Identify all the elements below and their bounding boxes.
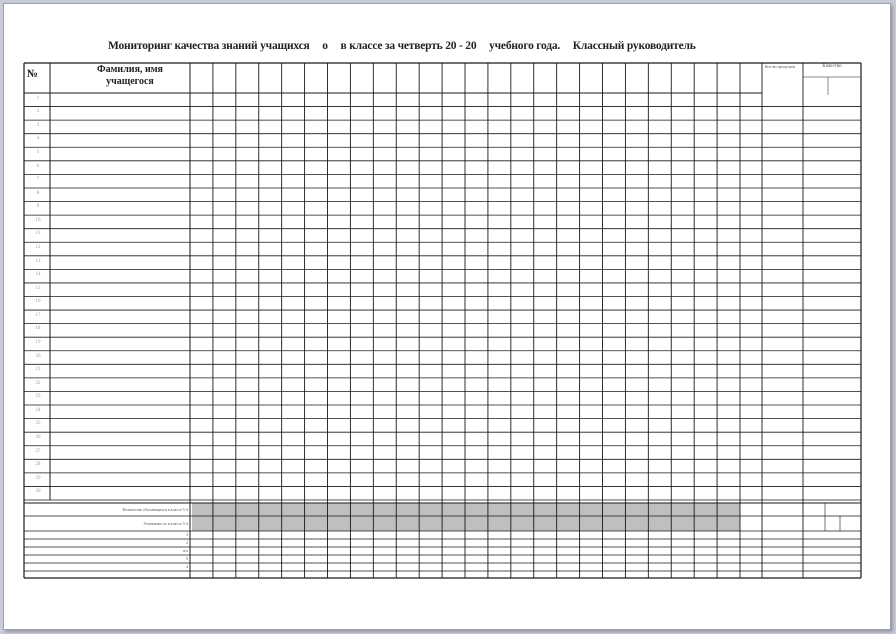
row-number: 25 (35, 421, 41, 427)
title-part-4: учебного года. (489, 40, 561, 52)
row-number: 18 (35, 326, 41, 332)
row-number: 14 (35, 272, 41, 278)
row-number: 7 (36, 177, 40, 183)
row-number: 22 (35, 380, 41, 386)
row-number: 2 (36, 109, 40, 115)
title-part-2: о (322, 40, 328, 52)
row-number: 26 (35, 434, 41, 440)
column-header-number: № (27, 68, 39, 80)
row-number: 24 (35, 407, 41, 413)
row-number: 13 (35, 258, 41, 264)
row-number: 28 (35, 462, 41, 468)
row-number: 21 (35, 367, 41, 373)
row-number: 10 (35, 217, 41, 223)
summary-row-label: Количество обучающихся в классе 5-4 (122, 506, 188, 512)
row-number: 16 (35, 299, 41, 305)
title-part-5: Классный руководитель (572, 40, 696, 52)
row-number: 17 (35, 312, 41, 318)
row-number: 15 (35, 285, 41, 291)
title-part-1: Мониторинг качества знаний учащихся (108, 40, 310, 52)
row-number: 3 (36, 122, 40, 128)
row-number: 29 (35, 475, 41, 481)
row-number: 9 (36, 204, 40, 210)
row-number: 23 (35, 394, 41, 400)
row-number: 30 (35, 489, 41, 495)
row-number: 5 (36, 150, 40, 156)
row-number: 8 (36, 190, 40, 196)
summary-row-label: 2 (186, 540, 188, 545)
row-number: 20 (35, 353, 41, 359)
summary-row-label: н/а (182, 548, 188, 553)
row-number: 11 (35, 231, 41, 237)
column-header-student-name: Фамилия, имя учащегося (97, 64, 163, 87)
row-number: 6 (36, 163, 40, 169)
summary-row-label: 5 (186, 556, 188, 561)
summary-row-label: Успеваемость в классе 5-4 (143, 520, 188, 526)
row-number: 27 (35, 448, 41, 454)
row-number: 19 (35, 339, 41, 345)
row-number: 4 (36, 136, 40, 142)
column-header-grades: Качество (822, 64, 842, 69)
row-number: 12 (35, 245, 41, 251)
title-part-3: в классе за четверть 20 - 20 (340, 40, 477, 52)
shaded-summary-band (192, 503, 740, 531)
column-header-summary: Кол-во пропусков (764, 64, 796, 69)
summary-row-label: 4 (186, 564, 188, 569)
row-number: 1 (36, 95, 40, 101)
summary-row-label: 3 (186, 532, 188, 537)
